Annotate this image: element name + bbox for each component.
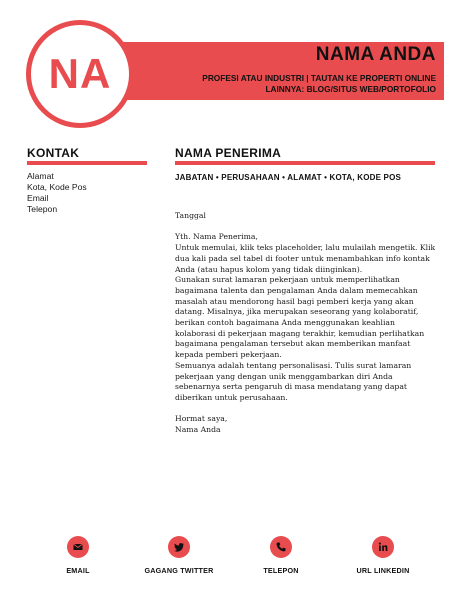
contact-phone: Telepon	[27, 204, 58, 214]
email-icon	[67, 536, 89, 558]
recipient-details[interactable]: JABATAN • PERUSAHAAN • ALAMAT • KOTA, KODE POS	[175, 173, 402, 182]
footer-linkedin[interactable]	[338, 536, 428, 575]
contact-address: Alamat	[27, 171, 54, 181]
letter-date: Tanggal	[175, 211, 206, 220]
footer-twitter-label: GAGANG TWITTER	[144, 566, 214, 575]
phone-icon	[270, 536, 292, 558]
footer-linkedin-label: URL LINKEDIN	[356, 566, 410, 575]
footer-twitter[interactable]	[134, 536, 224, 575]
letter-body[interactable]	[175, 211, 437, 436]
footer-phone-label: TELEPON	[263, 566, 299, 575]
footer-email[interactable]	[33, 536, 123, 575]
recipient-rule	[175, 161, 435, 165]
letter-closing: Hormat saya,	[175, 414, 228, 424]
contact-list[interactable]	[27, 171, 87, 215]
twitter-icon	[168, 536, 190, 558]
profession-info[interactable]	[202, 73, 436, 95]
recipient-heading[interactable]: NAMA PENERIMA	[175, 146, 282, 160]
footer-email-label: EMAIL	[66, 566, 90, 575]
initials-monogram[interactable]: NA	[48, 50, 112, 97]
letter-signature: Nama Anda	[175, 425, 221, 435]
linkedin-icon	[372, 536, 394, 558]
letter-paragraph: Semuanya adalah tentang personalisasi. Tulis surat lamaran pekerjaan yang dengan unik menggambarkan diri Anda sebenarnya serta pengaruh di masa mendatang yang dapat diberikan untuk perusahaan.	[175, 360, 412, 402]
letter-paragraph: Gunakan surat lamaran pekerjaan untuk memperlihatkan bagaimana talenta dan pengalaman Anda dalam memecahkan masalah atau mendorong hasil bagi pemberi kerja yang akan datang. Misalnya, jika merupakan seseorang yang kolaboratif, berikan contoh bagaimana Anda menggunakan keahlian kolaborasi di pekerjaan magang terakhir, kemudian perlihatkan bagaimana pengalaman tersebut akan memberikan manfaat kepada pemberi pekerjaan.	[175, 275, 425, 360]
letter-paragraph: Untuk memulai, klik teks placeholder, lalu mulailah mengetik. Klik dua kali pada sel tabel di footer untuk menambahkan info kontak Anda (atau hapus kolom yang tidak diinginkan).	[175, 243, 436, 274]
contact-email: Email	[27, 193, 49, 203]
footer-phone[interactable]	[236, 536, 326, 575]
contact-heading: KONTAK	[27, 146, 80, 160]
contact-city-zip: Kota, Kode Pos	[27, 182, 87, 192]
contact-rule	[27, 161, 147, 165]
links-line: LAINNYA: BLOG/SITUS WEB/PORTOFOLIO	[265, 84, 436, 94]
profession-line: PROFESI ATAU INDUSTRI | TAUTAN KE PROPERTI ONLINE	[202, 73, 436, 83]
applicant-name[interactable]: NAMA ANDA	[315, 44, 436, 65]
letter-salutation: Yth. Nama Penerima,	[175, 232, 258, 242]
